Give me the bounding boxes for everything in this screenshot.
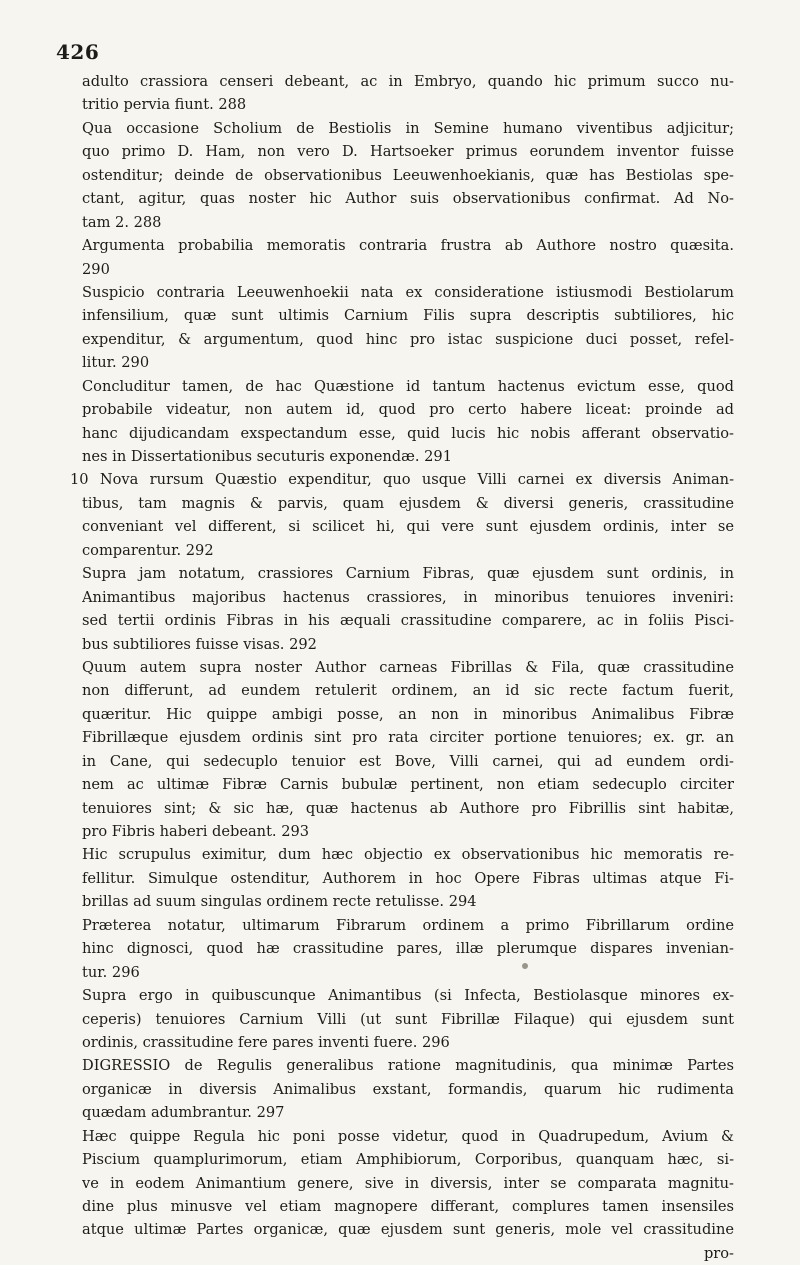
text-line: tritio pervia fiunt. 288: [82, 96, 247, 114]
text-line: tam 2. 288: [82, 213, 162, 231]
text-line: nes in Dissertationibus secuturis exponendæ. 291: [82, 448, 453, 465]
text-line: fellitur. Simulque ostenditur, Authorem in hoc Opere Fibras ultimas atque Fi-: [82, 869, 734, 887]
text-line: comparentur. 292: [82, 541, 214, 559]
text-line: ctant, agitur, quas noster hic Author suis observationibus confirmat. Ad No-: [82, 190, 734, 208]
page-number: 426: [56, 40, 100, 64]
text-line: in Cane, qui sedecuplo tenuior est Bove, Villi carnei, qui ad eundem ordi-: [82, 752, 734, 770]
text-line: ve in eodem Animantium genere, sive in diversis, inter se comparata magnitu-: [82, 1174, 734, 1192]
text-line: pro Fibris haberi debeant. 293: [82, 823, 310, 840]
text-line: dine plus minusve vel etiam magnopere differant, complures tamen insensiles: [82, 1198, 734, 1215]
text-line: conveniant vel different, si scilicet hi, qui vere sunt ejusdem ordinis, inter se: [82, 518, 734, 536]
text-line: tur. 296: [82, 963, 140, 981]
text-line: infensilium, quæ sunt ultimis Carnium Filis supra descriptis subtiliores, hic: [82, 307, 734, 325]
text-line: 10 Nova rursum Quæstio expenditur, quo usque Villi carnei ex diversis Animan-: [70, 471, 734, 489]
text-line: Animantibus majoribus hactenus crassiores, in minoribus tenuiores inveniri:: [82, 588, 734, 606]
text-line: atque ultimæ Partes organicæ, quæ ejusdem sunt generis, mole vel crassitudine: [82, 1221, 734, 1239]
text-line: tibus, tam magnis & parvis, quam ejusdem & diversi generis, crassitudine: [82, 494, 734, 512]
text-line: Supra ergo in quibuscunque Animantibus (si Infecta, Bestiolasque minores ex-: [82, 987, 734, 1005]
text-line: Supra jam notatum, crassiores Carnium Fibras, quæ ejusdem sunt ordinis, in: [82, 565, 734, 583]
text-line: probabile videatur, non autem id, quod pro certo habere liceat: proinde ad: [82, 401, 734, 419]
text-line: organicæ in diversis Animalibus exstant, formandis, quarum hic rudimenta: [82, 1080, 734, 1098]
text-line: Piscium quamplurimorum, etiam Amphibiorum, Corporibus, quanquam hæc, si-: [82, 1151, 734, 1169]
text-line: Hic scrupulus eximitur, dum hæc objectio ex observationibus hic memoratis re-: [82, 846, 734, 864]
index-text-body: [70, 70, 734, 1265]
text-line: hanc dijudicandam exspectandum esse, quid lucis hic nobis afferant observatio-: [82, 424, 734, 442]
text-line: Quum autem supra noster Author carneas Fibrillas & Fila, quæ crassitudine: [82, 658, 734, 676]
text-line: ordinis, crassitudine fere pares inventi fuere. 296: [82, 1033, 450, 1051]
text-line: expenditur, & argumentum, quod hinc pro istac suspicione duci posset, refel-: [82, 330, 734, 348]
text-line: quo primo D. Ham, non vero D. Hartsoeker primus eorundem inventor fuisse: [82, 143, 734, 161]
text-line: adulto crassiora censeri debeant, ac in Embryo, quando hic primum succo nu-: [82, 73, 734, 90]
text-line: sed tertii ordinis Fibras in his æquali crassitudine comparere, ac in foliis Pisci-: [82, 612, 734, 630]
text-line: Hæc quippe Regula hic poni posse videtur, quod in Quadrupedum, Avium &: [82, 1127, 734, 1145]
ink-spot: [522, 963, 528, 969]
text-line: Præterea notatur, ultimarum Fibrarum ordinem a primo Fibrillarum ordine: [82, 916, 734, 934]
text-line: DIGRESSIO de Regulis generalibus ratione magnitudinis, qua minimæ Partes: [82, 1057, 734, 1075]
text-line: Concluditur tamen, de hac Quæstione id tantum hactenus evictum esse, quod: [82, 377, 734, 395]
text-line: Qua occasione Scholium de Bestiolis in Semine humano viventibus adjicitur;: [82, 119, 734, 137]
text-line: hinc dignosci, quod hæ crassitudine pares, illæ plerumque dispares invenian-: [82, 940, 734, 958]
text-line: bus subtiliores fuisse visas. 292: [82, 635, 317, 653]
text-line: nem ac ultimæ Fibræ Carnis bubulæ pertinent, non etiam sedecuplo circiter: [82, 776, 734, 794]
text-line: brillas ad suum singulas ordinem recte retulisse. 294: [82, 893, 477, 911]
text-line: ostenditur; deinde de observationibus Leeuwenhoekianis, quæ has Bestiolas spe-: [82, 166, 734, 184]
text-line: Suspicio contraria Leeuwenhoekii nata ex consideratione istiusmodi Bestiolarum: [82, 283, 734, 301]
text-line: non differunt, ad eundem retulerit ordinem, an id sic recte factum fuerit,: [82, 682, 734, 700]
text-line: litur. 290: [82, 354, 150, 372]
text-line: Argumenta probabilia memoratis contraria frustra ab Authore nostro quæsita.: [82, 237, 734, 255]
text-line: ceperis) tenuiores Carnium Villi (ut sunt Fibrillæ Filaque) qui ejusdem sunt: [82, 1010, 734, 1028]
text-line: Fibrillæque ejusdem ordinis sint pro rata circiter portione tenuiores; ex. gr. an: [82, 729, 734, 747]
text-line: tenuiores sint; & sic hæ, quæ hactenus ab Authore pro Fibrillis sint habitæ,: [82, 799, 734, 817]
catchword: pro-: [703, 1244, 734, 1262]
text-line: 290: [82, 260, 110, 278]
text-line: quædam adumbrantur. 297: [82, 1104, 285, 1122]
text-line: quæritur. Hic quippe ambigi posse, an non in minoribus Animalibus Fibræ: [82, 705, 734, 723]
